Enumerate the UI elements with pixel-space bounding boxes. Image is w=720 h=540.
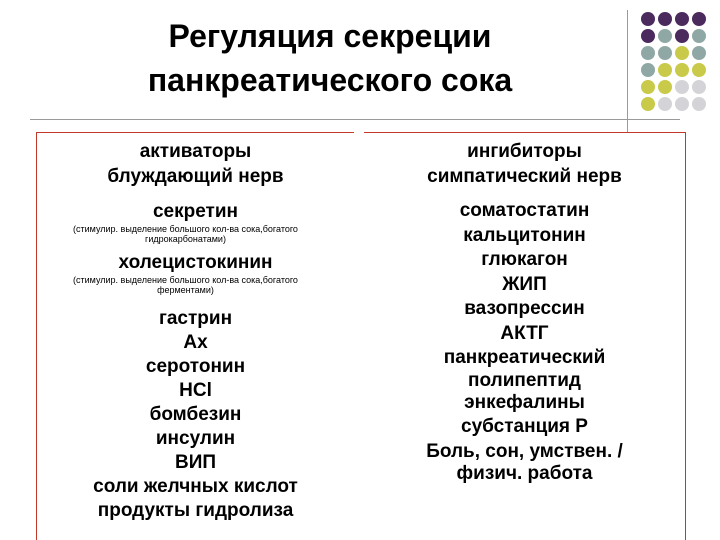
- dot: [658, 29, 672, 43]
- dot: [641, 29, 655, 43]
- dot: [658, 46, 672, 60]
- list-item: Боль, сон, умствен. /: [426, 440, 623, 462]
- dot: [658, 12, 672, 26]
- divider-horizontal: [30, 119, 680, 120]
- list-item: кальцитонин: [463, 224, 586, 246]
- dot: [692, 29, 706, 43]
- list-item: ВИП: [174, 452, 217, 473]
- dot: [692, 63, 706, 77]
- list-item: бомбезин: [149, 404, 242, 425]
- vagus-nerve: блуждающий нерв: [107, 166, 284, 187]
- list-item: продукты гидролиза: [97, 500, 294, 521]
- cholecystokinin: холецистокинин: [118, 252, 273, 273]
- dot: [641, 46, 655, 60]
- title-line-1: Регуляция секреции: [168, 18, 492, 54]
- dot: [692, 80, 706, 94]
- activators-heading: активаторы: [139, 141, 252, 162]
- dot: [675, 80, 689, 94]
- list-item: полипептид: [468, 369, 581, 391]
- list-item: соли желчных кислот: [93, 476, 298, 497]
- dot: [675, 12, 689, 26]
- list-item: энкефалины: [464, 391, 585, 413]
- list-item: HCl: [179, 380, 212, 401]
- list-item: вазопрессин: [464, 298, 585, 319]
- list-item: Ах: [183, 332, 208, 353]
- sympathetic-nerve: симпатический нерв: [427, 166, 622, 187]
- cholecystokinin-note: (стимулир. выделение большого кол-ва сока,богатого ферментами): [73, 275, 298, 295]
- dot: [675, 29, 689, 43]
- secretin-note: (стимулир. выделение большого кол-ва сока,богатого гидрокарбонатами): [73, 224, 298, 244]
- dot: [692, 46, 706, 60]
- list-item: АКТГ: [500, 322, 549, 344]
- dot: [641, 12, 655, 26]
- list-item: серотонин: [145, 356, 246, 377]
- decorative-dot-grid: [641, 12, 706, 111]
- inhibitors-heading: ингибиторы: [467, 141, 582, 162]
- divider-vertical: [627, 10, 628, 132]
- inhibitors-column: [364, 132, 686, 540]
- dot: [658, 80, 672, 94]
- list-item: физич. работа: [456, 463, 593, 484]
- dot: [692, 12, 706, 26]
- dot: [692, 97, 706, 111]
- list-item: панкреатический: [443, 347, 606, 368]
- dot: [641, 80, 655, 94]
- dot: [641, 97, 655, 111]
- dot: [675, 63, 689, 77]
- list-item: гастрин: [158, 308, 233, 329]
- list-item: глюкагон: [481, 249, 568, 270]
- list-item: ЖИП: [502, 273, 547, 295]
- dot: [675, 97, 689, 111]
- title-line-2: панкреатического сока: [147, 62, 513, 98]
- secretin: секретин: [152, 201, 239, 222]
- list-item: соматостатин: [459, 200, 590, 221]
- dot: [641, 63, 655, 77]
- dot: [658, 63, 672, 77]
- list-item: инсулин: [155, 428, 236, 449]
- dot: [675, 46, 689, 60]
- list-item: субстанция Р: [461, 416, 588, 437]
- dot: [658, 97, 672, 111]
- activators-column: [36, 132, 354, 540]
- page-title: [60, 14, 600, 102]
